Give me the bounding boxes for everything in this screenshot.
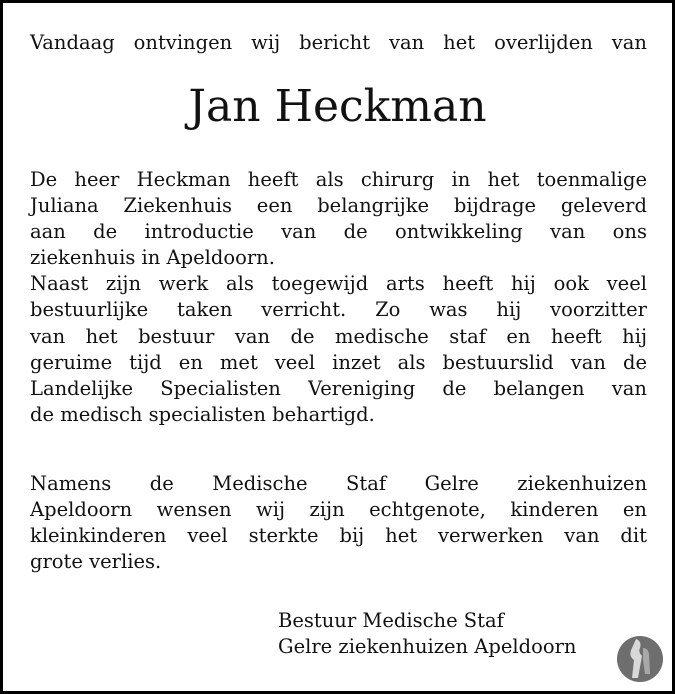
paragraph-line: kleinkinderen veel sterkte bij het verwerken van dit <box>30 524 647 547</box>
paragraph-line: geruime tijd en met veel inzet als bestuurslid van de <box>30 351 647 374</box>
paragraph-line: grote verlies. <box>30 550 162 573</box>
intro-text: Vandaag ontvingen wij bericht van het overlijden van <box>30 31 647 54</box>
paragraph-line: Landelijke Specialisten Vereniging de belangen van <box>30 377 647 400</box>
paragraph-line: De heer Heckman heeft als chirurg in het toenmalige <box>30 168 647 191</box>
paragraph-line: Apeldoorn wensen wij zijn echtgenote, kinderen en <box>30 498 647 521</box>
signature-line: Bestuur Medische Staf <box>278 609 504 632</box>
paragraph-line: Namens de Medische Staf Gelre ziekenhuizen <box>30 472 647 495</box>
paragraph-line: de medisch specialisten behartigd. <box>30 403 375 426</box>
memorial-logo-icon <box>616 635 664 683</box>
paragraph-line: aan de introductie van de ontwikkeling van ons <box>30 220 647 243</box>
deceased-name: Jan Heckman <box>188 81 487 132</box>
paragraph-line: Juliana Ziekenhuis een belangrijke bijdrage geleverd <box>30 194 647 217</box>
paragraph-line: van het bestuur van de medische staf en heeft hij <box>30 325 647 348</box>
paragraph-line: ziekenhuis in Apeldoorn. <box>30 246 275 269</box>
paragraph-line: bestuurlijke taken verricht. Zo was hij voorzitter <box>30 298 647 321</box>
signature-line: Gelre ziekenhuizen Apeldoorn <box>278 635 577 658</box>
paragraph-line: Naast zijn werk als toegewijd arts heeft hij ook veel <box>30 272 647 295</box>
